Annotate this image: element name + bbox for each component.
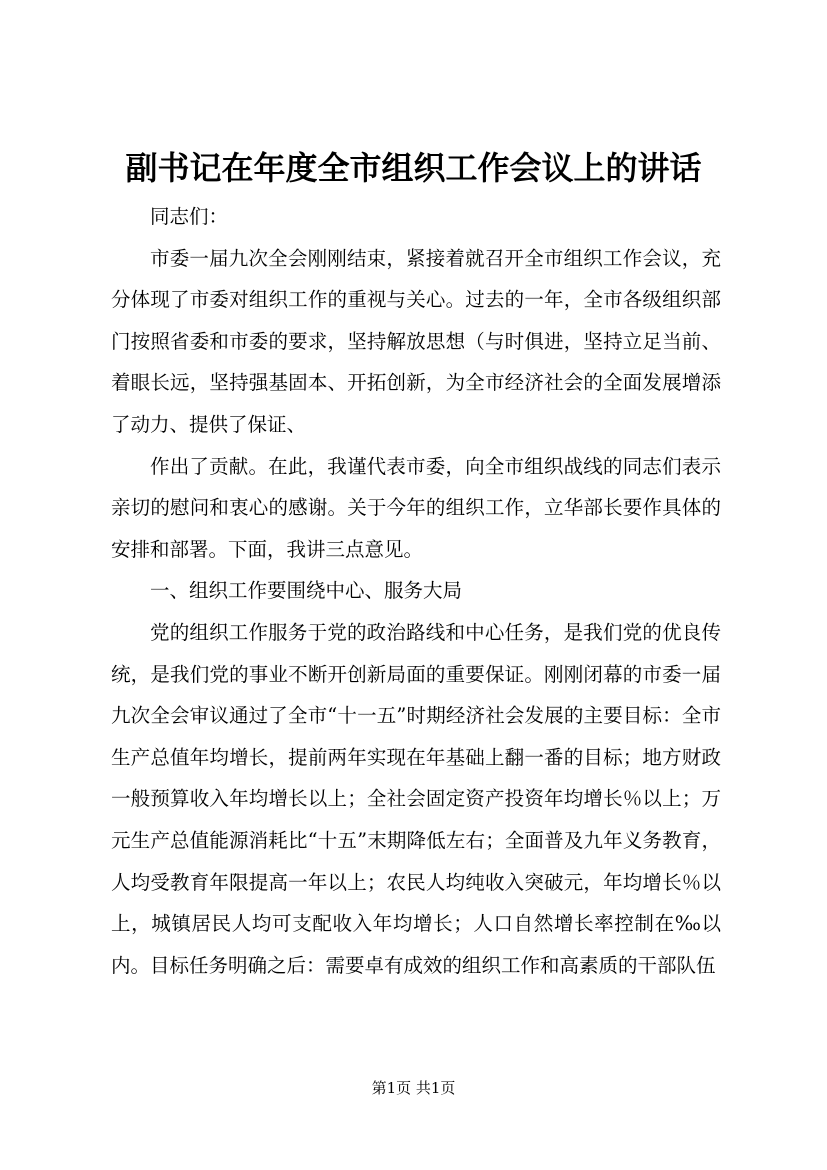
salutation-paragraph: 同志们： <box>150 205 229 228</box>
body-paragraph: 市委一届九次全会刚刚结束，紧接着就召开全市组织工作会议，充分体现了市委对组织工作的重视与关心。过去的一年，全市各级组织部门按照省委和市委的要求，坚持解放思想（与时俱进，坚持立足当前、着眼长远，坚持强基固本、开拓创新，为全市经济社会的全面发展增添了动力、提供了保证、 <box>111 246 721 436</box>
section-heading: 一、组织工作要围绕中心、服务大局 <box>150 579 463 603</box>
page-number: 第1页 共1页 <box>371 1079 456 1097</box>
document-body <box>111 196 721 986</box>
body-paragraph: 作出了贡献。在此，我谨代表市委，向全市组织战线的同志们表示亲切的慰问和衷心的感谢。关于今年的组织工作，立华部长要作具体的安排和部署。下面，我讲三点意见。 <box>111 454 721 561</box>
body-paragraph: 党的组织工作服务于党的政治路线和中心任务，是我们党的优良传统，是我们党的事业不断开创新局面的重要保证。刚刚闭幕的市委一届九次全会审议通过了全市“十一五”时期经济社会发展的主要目标：全市生产总值年均增长，提前两年实现在年基础上翻一番的目标；地方财政一般预算收入年均增长以上；全社会固定资产投资年均增长％以上；万元生产总值能源消耗比“十五”末期降低左右；全面普及九年义务教育，人均受教育年限提高一年以上；农民人均纯收入突破元，年均增长％以上，城镇居民人均可支配收入年均增长；人口自然增长率控制在‰以内。目标任务明确之后：需要卓有成效的组织工作和高素质的干部队伍 <box>111 620 721 977</box>
document-title: 副书记在年度全市组织工作会议上的讲话 <box>125 149 702 187</box>
